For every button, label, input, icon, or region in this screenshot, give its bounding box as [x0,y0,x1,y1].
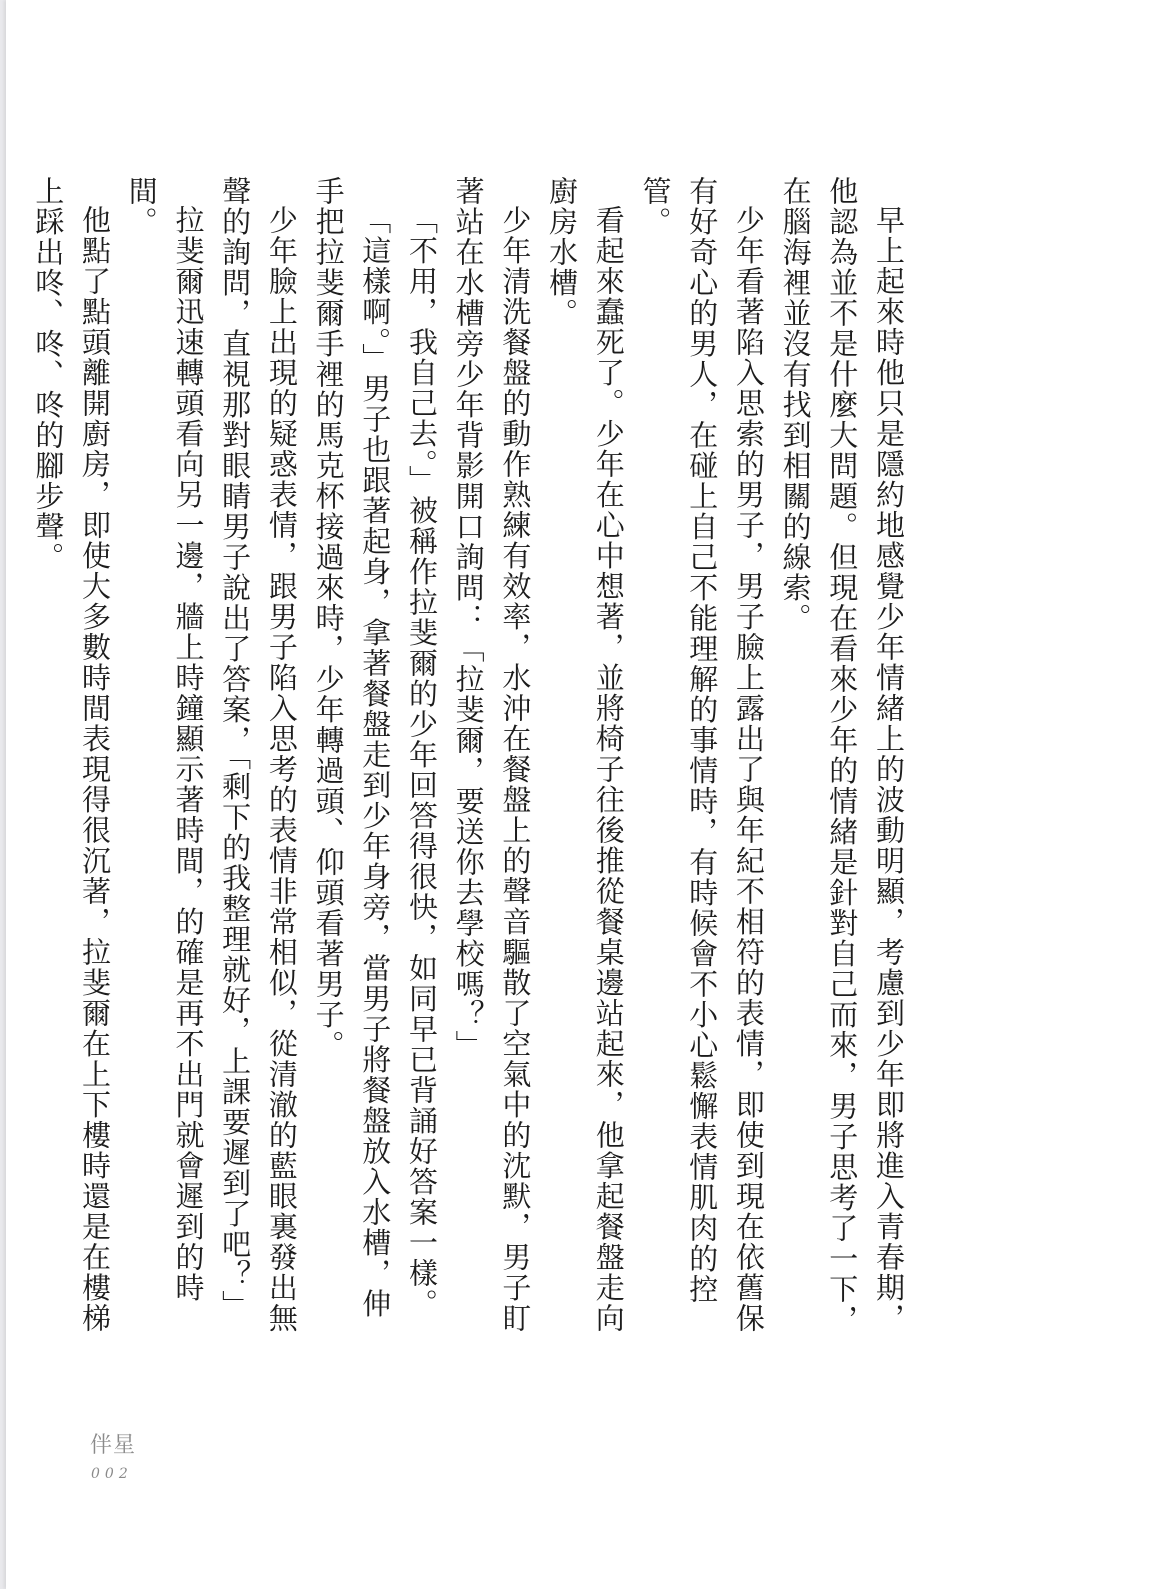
body-text [25,176,912,1341]
footer-page-number: 002 [91,1466,133,1482]
paragraph-6: 「這樣啊。」男子也跟著起身，拿著餐盤走到少年身旁，當男子將餐盤放入水槽，伸手把拉斐爾手裡的馬克杯接過來時，少年轉過頭、仰頭看著男子。 [311,176,393,1319]
paragraph-8: 拉斐爾迅速轉頭看向另一邊，牆上時鐘顯示著時間，的確是再不出門就會遲到的時間。 [124,176,206,1303]
footer-book-title: 伴星 [90,1433,137,1458]
paragraph-2: 少年看著陷入思索的男子，男子臉上露出了與年紀不相符的表情，即使到現在依舊保有好奇心的男人，在碰上自己不能理解的事情時，有時候會不小心鬆懈表情肌肉的控管。 [638,176,766,1334]
paragraph-5: 「不用，我自己去。」被稱作拉斐爾的少年回答得很快，如同早已背誦好答案一樣。 [404,205,439,1319]
paragraph-1: 早上起來時他只是隱約地感覺少年情緒上的波動明顯，考慮到少年即將進入青春期，他認為並不是什麼大問題。但現在看來少年的情緒是針對自己而來，男子思考了一下，在腦海裡並沒有找到相關的線索。 [778,176,906,1335]
book-page [6,0,1150,1589]
paragraph-7: 少年臉上出現的疑惑表情，跟男子陷入思考的表情非常相似，從清澈的藍眼裏發出無聲的詢問，直視那對眼睛男子說出了答案，「剩下的我整理就好，上課要遲到了吧？」 [218,176,299,1334]
paragraph-4: 少年清洗餐盤的動作熟練有效率，水沖在餐盤上的聲音驅散了空氣中的沈默，男子盯著站在水槽旁少年背影開口詢問：「拉斐爾，要送你去學校嗎？」 [451,176,533,1334]
paragraph-9: 他點了點頭離開廚房，即使大多數時間表現得很沉著，拉斐爾在上下樓時還是在樓梯上踩出咚、咚、咚的腳步聲。 [31,176,113,1334]
paragraph-3: 看起來蠢死了。少年在心中想著，並將椅子往後推從餐桌邊站起來，他拿起餐盤走向廚房水槽。 [545,176,626,1334]
